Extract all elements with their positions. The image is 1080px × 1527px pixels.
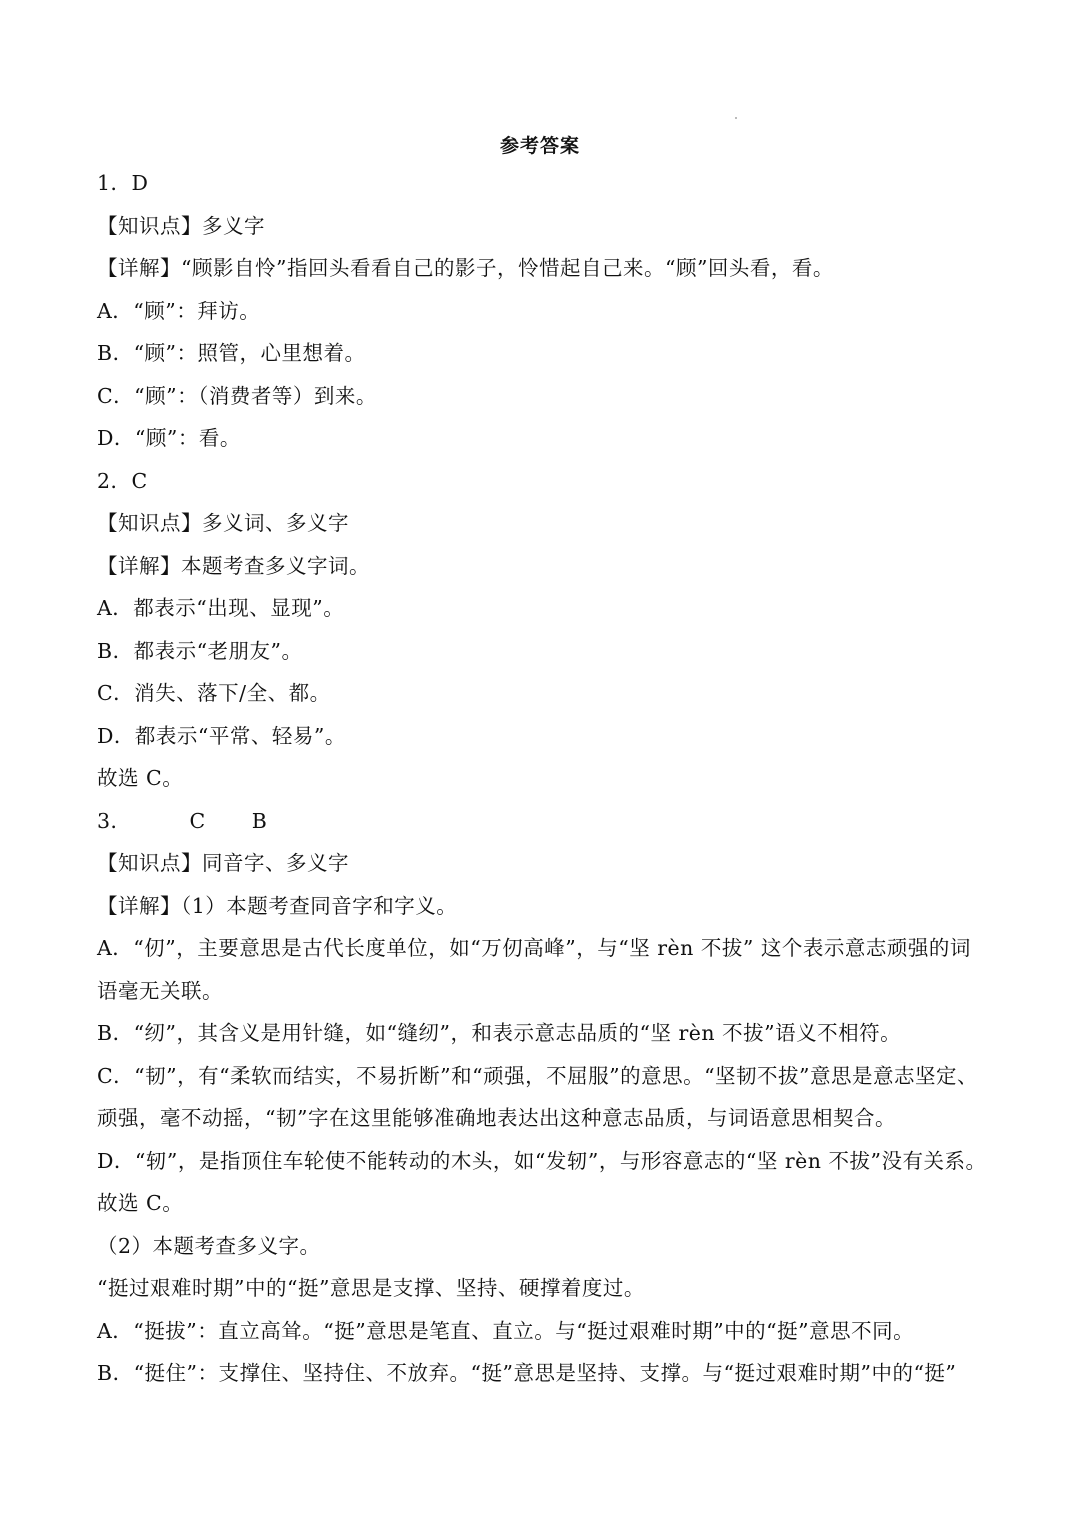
- q1-option-c: C．“顾”：（消费者等）到来。: [97, 383, 377, 408]
- q3-answer-1: C: [189, 808, 206, 833]
- q1-option-d: D．“顾”：看。: [97, 426, 241, 450]
- q2-option-d: D．都表示“平常、轻易”。: [97, 723, 346, 748]
- q3-answer: [97, 800, 989, 843]
- q3-part2-option-a: A．“挺拔”：直立高耸。“挺”意思是笔直、直立。与“挺过艰难时期”中的“挺”意思不同。: [97, 1318, 915, 1343]
- q2-knowledge: 【知识点】多义词、多义字: [97, 511, 349, 535]
- q3-detail-2: （2）本题考查多义字。: [97, 1233, 321, 1258]
- q3-knowledge: 【知识点】同音字、多义字: [97, 851, 349, 875]
- q2-detail: 【详解】本题考查多义字词。: [97, 553, 370, 578]
- q2-answer: 2．C: [97, 468, 148, 493]
- answer-body: [97, 162, 989, 1395]
- q1-option-b: B．“顾”：照管，心里想着。: [97, 341, 366, 365]
- q2-option-a: A．都表示“出现、显现”。: [97, 596, 345, 620]
- speck-mark: [735, 117, 737, 119]
- q2-option-b: B．都表示“老朋友”。: [97, 638, 303, 663]
- q1-answer: 1．D: [97, 171, 149, 195]
- q3-detail-1: 【详解】（1）本题考查同音字和字义。: [97, 893, 458, 918]
- q3-option-c-line2: 顽强，毫不动摇，“韧”字在这里能够准确地表达出这种意志品质，与词语意思相契合。: [97, 1106, 896, 1130]
- q2-option-c: C．消失、落下/全、都。: [97, 681, 331, 705]
- q1-knowledge: 【知识点】多义字: [97, 213, 265, 238]
- q3-option-b: B．“纫”，其含义是用针缝，如“缝纫”，和表示意志品质的“坚 rèn 不拔”语义不相符。: [97, 1021, 902, 1045]
- q3-part2-option-b: B．“挺住”：支撑住、坚持住、不放弃。“挺”意思是坚持、支撑。与“挺过艰难时期”中的“挺”: [97, 1361, 957, 1385]
- q3-option-a-line2: 语毫无关联。: [97, 978, 223, 1003]
- q3-option-a-line1: A．“仞”，主要意思是古代长度单位，如“万仞高峰”，与“坚 rèn 不拔” 这个表示意志顽强的词: [97, 936, 971, 960]
- q2-conclusion: 故选 C。: [97, 766, 184, 790]
- q3-option-d: D．“轫”，是指顶住车轮使不能转动的木头，如“发轫”，与形容意志的“坚 rèn 不拔”没有关系。: [97, 1148, 987, 1173]
- q3-option-c-line1: C．“韧”，有“柔软而结实，不易折断”和“顽强，不屈服”的意思。“坚韧不拔”意思是意志坚定、: [97, 1063, 979, 1088]
- q1-option-a: A．“顾”：拜访。: [97, 298, 261, 323]
- q3-conclusion-1: 故选 C。: [97, 1191, 184, 1215]
- q3-answer-2: B: [251, 808, 268, 833]
- q1-detail: 【详解】“顾影自怜”指回头看看自己的影子，怜惜起自己来。“顾”回头看，看。: [97, 256, 834, 280]
- page-title: 参考答案: [499, 135, 580, 157]
- q3-intro-2: “挺过艰难时期”中的“挺”意思是支撑、坚持、硬撑着度过。: [97, 1276, 645, 1300]
- q3-number: 3．: [97, 808, 132, 833]
